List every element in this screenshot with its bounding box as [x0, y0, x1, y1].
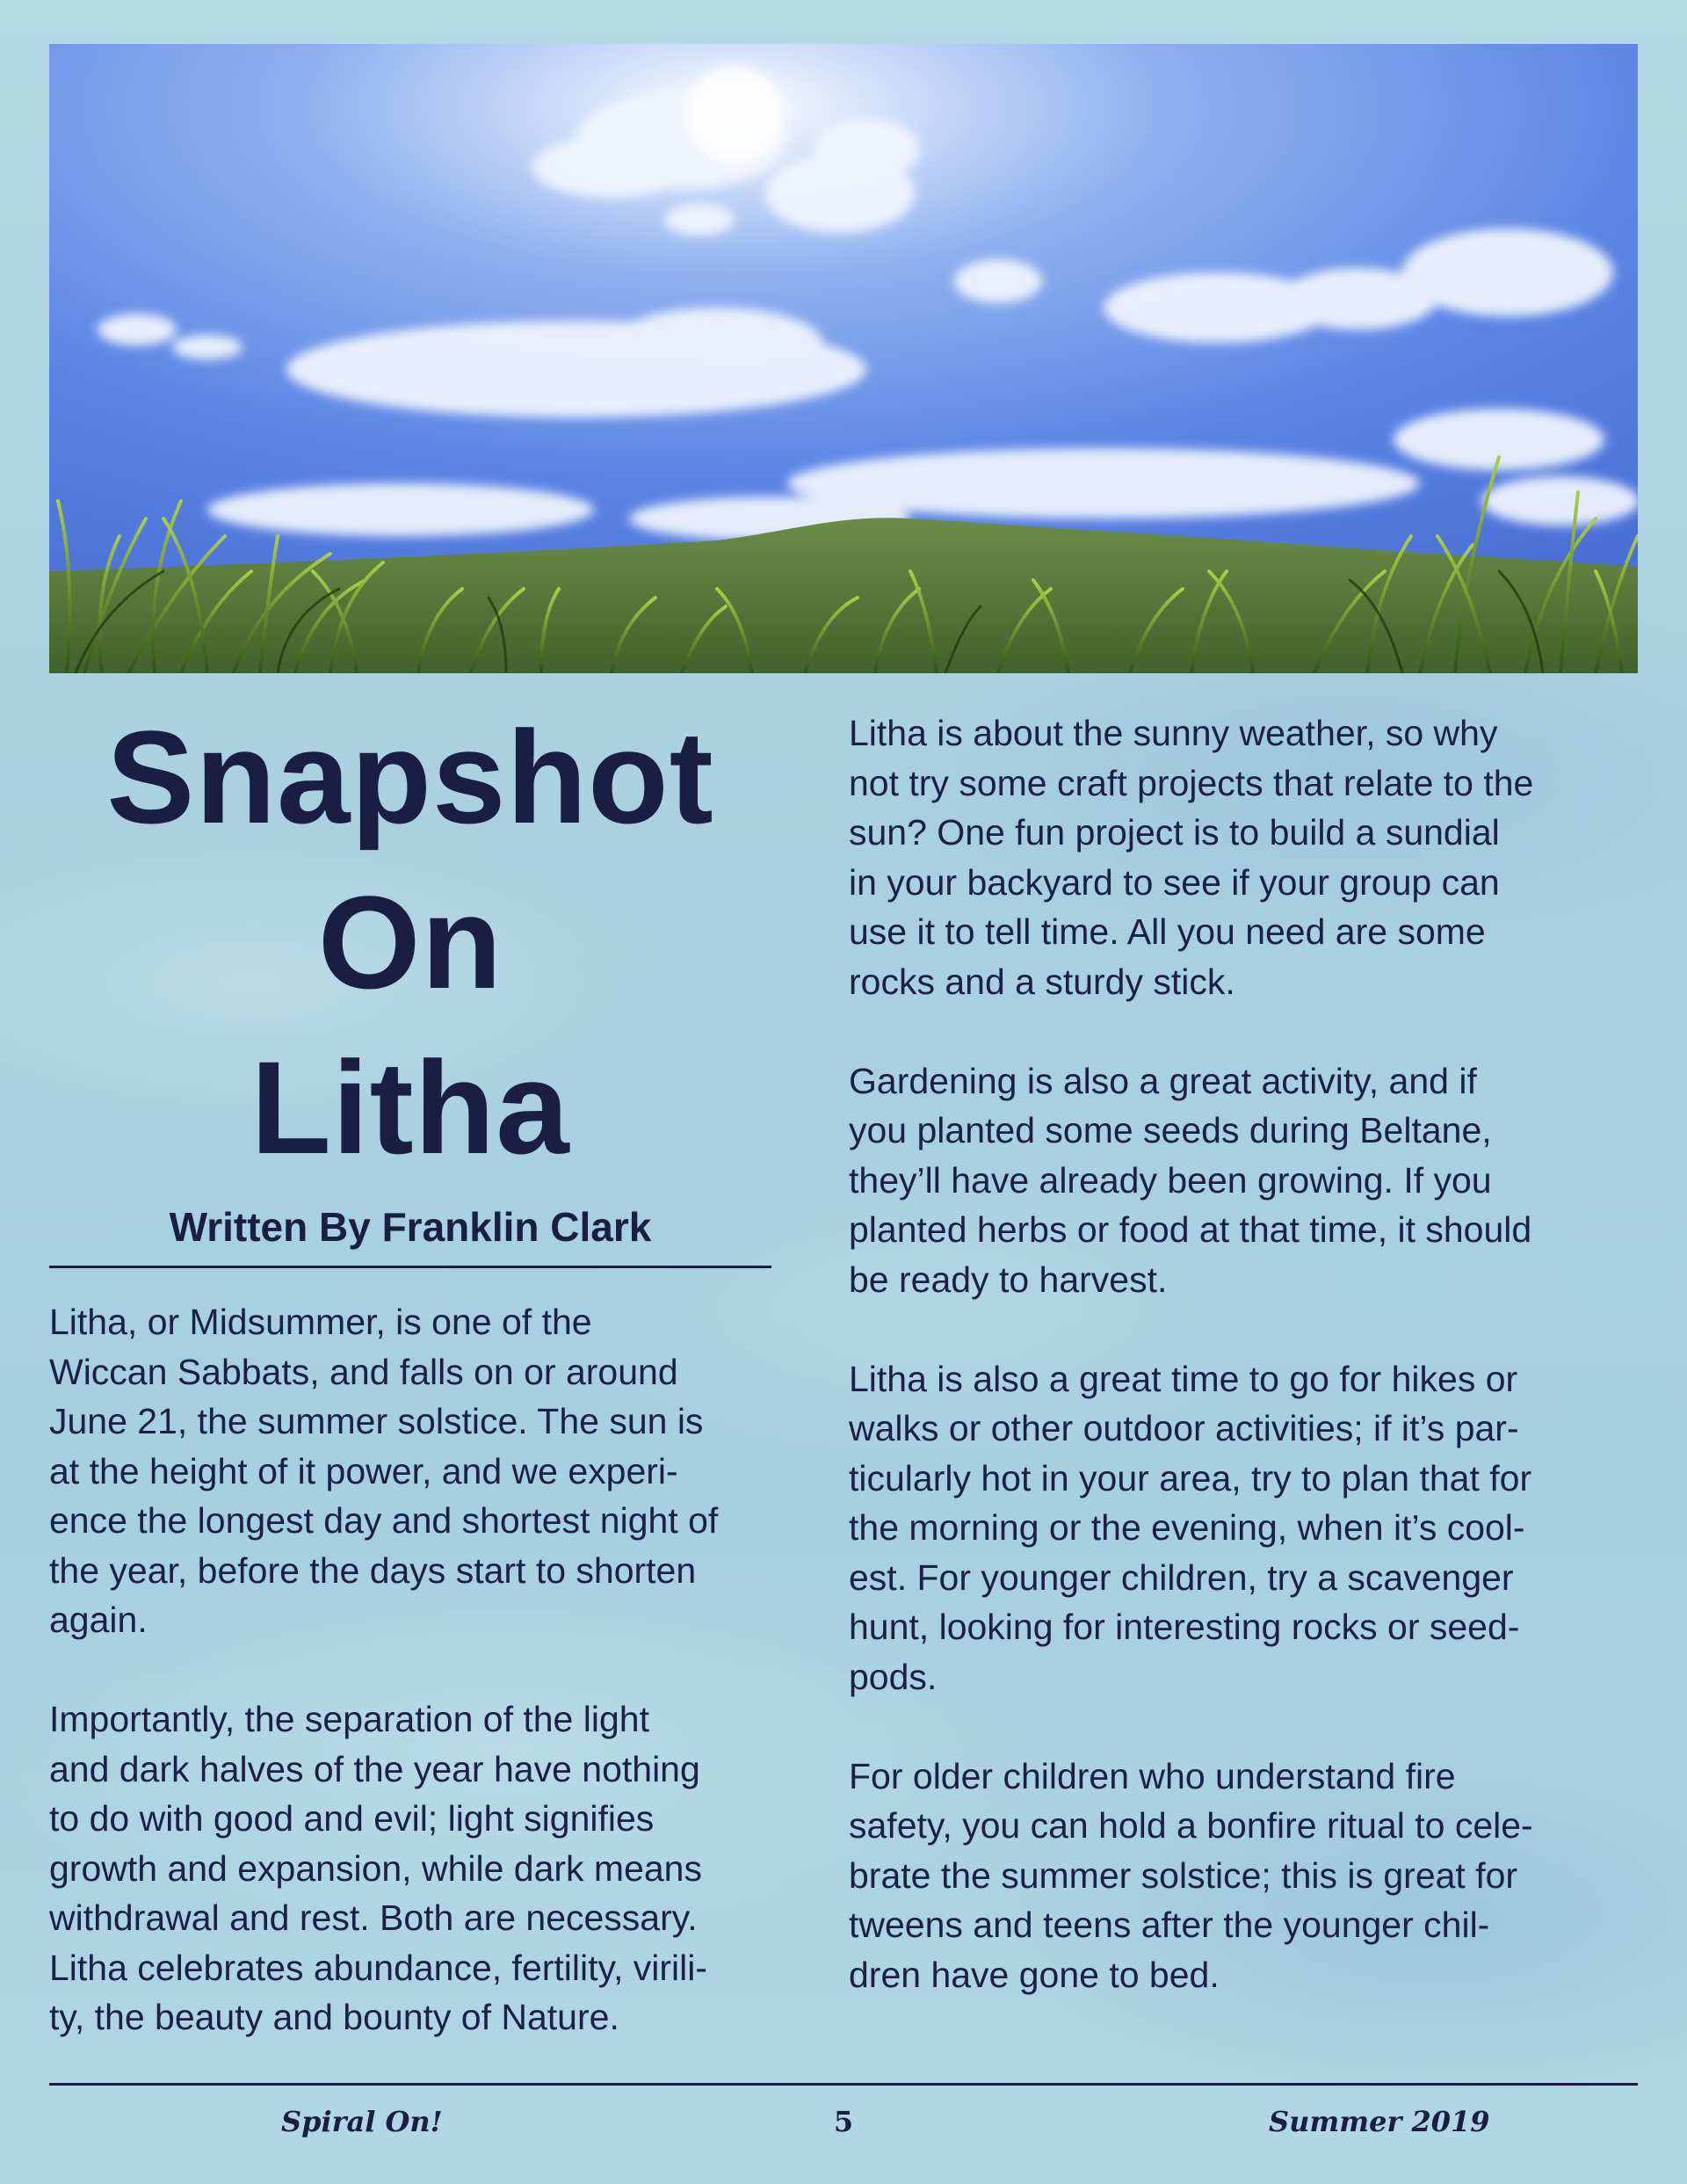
title-line-2: On: [317, 868, 503, 1016]
footer-issue: Summer 2019: [1269, 2105, 1490, 2138]
title-line-3: Litha: [250, 1034, 570, 1181]
title-line-1: Snapshot: [106, 703, 714, 851]
right-column: [849, 708, 1640, 1999]
footer-publication: Spiral On!: [281, 2105, 443, 2138]
paragraph: Gardening is also a great activity, and if you planted some seeds during Beltane, they’ll have already been growing. If you planted herbs or food at that time, it should be ready to harvest.: [849, 1060, 1532, 1300]
title-divider: [49, 1266, 771, 1268]
sky-grass-illustration: [49, 44, 1638, 673]
left-column: [49, 1297, 840, 2043]
paragraph: Litha is also a great time to go for hikes or walks or other outdoor activities; if it’s par- ticularly hot in your area, try to plan that for the morning or the evening, when it’s cool- est. For younger children, try a scavenger hunt, looking for interesting rocks or seed- pods.: [849, 1358, 1532, 1697]
paragraph: Litha, or Midsummer, is one of the Wiccan Sabbats, and falls on or around June 21, the summer solstice. The sun is at the height of it power, and we experi- ence the longest day and shortest night of the year, before the days start to shorten again.: [49, 1302, 719, 1640]
byline: Written By Franklin Clark: [169, 1204, 652, 1250]
paragraph: Importantly, the separation of the light and dark halves of the year have nothing to do with good and evil; light signifies growth and expansion, while dark means withdrawal and rest. Both are necessary. Litha celebrates abundance, fertility, virili- ty, the beauty and bounty of Nature.: [49, 1699, 707, 2037]
hero-image: [49, 44, 1638, 673]
sun-icon: [686, 66, 783, 163]
article-title: [49, 694, 771, 1190]
paragraph: Litha is about the sunny weather, so why not try some craft projects that relate to the sun? One fun project is to build a sundial in your backyard to see if your group can use it to tell time. All you need are some rocks and a sturdy stick.: [849, 713, 1534, 1002]
footer-divider: [49, 2083, 1638, 2086]
title-block: [49, 694, 771, 1253]
paragraph: For older children who understand fire safety, you can hold a bonfire ritual to cele- brate the summer solstice; this is great for tweens and teens after the younger chil- dren have gone to bed.: [849, 1755, 1533, 1995]
footer-page-number: 5: [833, 2105, 854, 2138]
